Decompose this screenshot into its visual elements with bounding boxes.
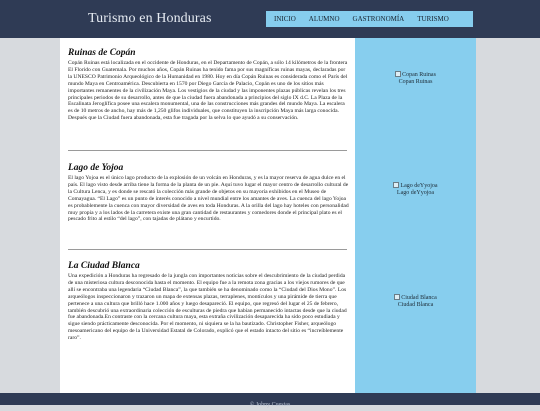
broken-image-icon <box>393 182 399 188</box>
image-alt-text: Ciudad Blanca <box>401 295 437 301</box>
section-text: Una expedición a Honduras ha regresado de la jungla con importantes noticias sobre el descubrimiento de la ciudad perdida de una misteriosa cultura desconocida hasta el momento. El equipo fue a la remota zona gracias a los viejos rumores de que allí se encontraba una legendaria “Ciudad Blanca”, la que también se ha denominado como la “Ciudad del Dios Mono”. Los arqueólogos inspeccionaron y trazaron un mapa de extensas plazas, terraplenes, montículos y una pirámide de tierra que pertenece a una cultura que brilló hace 1.000 años y luego desapareció. El equipo, que regresó del lugar el 25 de febrero, también descubrió una extraordinaria colección de esculturas de piedra que habían permanecido intactas desde que la ciudad fue abandonada.En contraste con la cercana cultura maya, esta extraña civilización desaparecida ha sido poco estudiada y sigue siendo prácticamente desconocida. Por el momento, ni siquiera se la ha bautizado. Christopher Fisher, arqueólogo mesoamericano del equipo de la Universidad Estatal de Colorado, explicó que el estado intacto del sitio es “increíblemente raro”. <box>68 273 347 342</box>
copan-image <box>355 71 476 86</box>
image-alt-text: Ciudad Blanca <box>397 302 434 308</box>
footer-text: © Johny Cuestas <box>249 402 291 408</box>
broken-image-icon <box>395 71 401 77</box>
section-yojoa <box>68 163 349 223</box>
broken-image-icon <box>394 294 400 300</box>
site-title: Turismo en Honduras <box>88 11 212 26</box>
image-alt-text: Lago deYyojoa <box>400 183 438 189</box>
site-header <box>0 0 540 38</box>
main-content <box>60 38 355 393</box>
ciudad-blanca-image <box>355 294 476 309</box>
sidebar <box>355 38 476 393</box>
section-text: Copán Ruinas está localizada en el occidente de Honduras, en el Departamento de Copán, a sólo 14 kilómetros de la frontera El Florido con Guatemala. Por muchos años, Copán Ruinas ha tenido fama por sus magníficas ruinas mayas, declaradas por la UNESCO Patrimonio Arqueológico de la Humanidad en 1980. Hoy en día Copán Ruinas es considerada como el París del mundo Maya en Centroamérica. Descubierta en 1570 por Diego García de Palacio, Copán es uno de los sitios más importantes remanentes de la civilización Maya. Los vestigios de la ciudad y las imponentes plazas públicas revelan los tres principales periodos de su desarrollo, antes de que la ciudad fuera abandonada a principios del siglo IX d.C. La Plaza de la Escalinata Jeroglífica posee una escalera monumental, una de las construcciones más grandes del mundo Maya. La escalera es de 10 metros de ancho, hay más de 1,250 glifos individuales, que constituyen la inscripción Maya más larga conocida. Después que la Ciudad fuera abandonada, esta fue tragada por la selva lo que ayudó a su conservación. <box>68 60 348 122</box>
nav-inicio[interactable]: INICIO <box>274 15 296 23</box>
section-title: La Ciudad Blanca <box>68 261 140 271</box>
main-nav <box>266 11 473 27</box>
section-text: El lago Yojoa es el único lago producto de la explosión de un volcán en Honduras, y es la mayor reserva de agua dulce en el país. El lago visto desde arriba tiene la forma de la planta de un pie. Aquí tuvo lugar el mayor centro de desarrollo cultural de la Cultura Lenca, y es donde se rescató la colección más grande de objetos en su mayoría exhibidos en el Museo de Comayagua. “El Lago” es un punto de interés conocido a nivel mundial entre los amantes de aves. La cuenca del lago Yojoa es probablemente la cuenca con mayor diversidad de aves en toda Honduras. A la orilla del lago hay hoteles con personalidad muy propia y a los lados de la carretera existe una gran cantidad de restaurantes y comedores donde el principal plato es el pescado frito al estilo “del lago”, con tajadas de plátano y encurtido. <box>68 175 349 223</box>
section-title: Ruinas de Copán <box>68 48 136 58</box>
image-alt-text: Copan Ruinas <box>402 72 436 78</box>
section-ciudad-blanca <box>68 261 349 342</box>
section-copan <box>68 48 349 122</box>
nav-alumno[interactable]: ALUMNO <box>308 15 340 23</box>
yojoa-image <box>355 182 476 197</box>
image-alt-text: Lago deYyojoa <box>396 190 435 196</box>
section-divider <box>68 249 347 250</box>
nav-gastronomia[interactable]: GASTRONOMÍA <box>352 15 405 23</box>
section-divider <box>68 150 347 151</box>
image-alt-text: Copan Ruinas <box>398 79 433 85</box>
section-title: Lago de Yojoa <box>68 163 124 173</box>
nav-turismo[interactable]: TURISMO <box>417 15 449 23</box>
site-footer <box>0 393 540 408</box>
